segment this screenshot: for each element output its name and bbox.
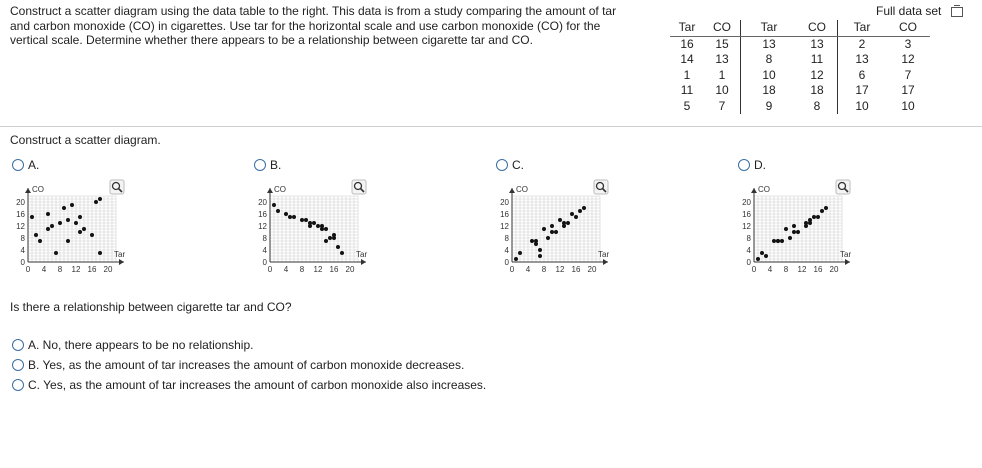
table-cell: 6 [858,67,866,82]
scatter-point [324,239,328,243]
scatter-point [558,218,562,222]
radio-button[interactable] [12,159,24,171]
scatter-point [320,227,324,231]
answer-option-3[interactable] [12,378,486,392]
scatter-point [90,233,94,237]
scatter-point [300,218,304,222]
y-tick-label: 12 [258,222,267,231]
y-axis-label: CO [758,185,770,194]
x-tick-label: 12 [313,265,323,274]
x-tick-label: 0 [25,265,31,274]
radio-button[interactable] [12,339,24,351]
scatter-point [538,248,542,252]
answer-option-1[interactable] [12,338,253,352]
table-cell: 7 [904,67,912,82]
y-tick-label: 16 [742,210,751,219]
x-axis-arrow [119,259,124,265]
x-tick-label: 0 [751,265,757,274]
scatter-point [808,218,812,222]
scatter-point [780,239,784,243]
scatter-point [66,239,70,243]
scatter-point [46,227,50,231]
table-cell: 17 [901,83,915,97]
scatter-option-3[interactable] [496,158,524,172]
scatter-point [38,239,42,243]
y-tick-label: 20 [742,198,751,207]
y-tick-label: 12 [16,222,25,231]
x-tick-label: 16 [813,265,823,274]
x-tick-label: 4 [767,265,773,274]
x-axis-label: Tar [356,250,368,259]
y-tick-label: 8 [262,234,267,243]
y-tick-label: 8 [20,234,25,243]
table-row [670,68,930,84]
y-tick-label: 20 [258,198,267,207]
full-data-set-link[interactable] [876,4,954,18]
option-label: C. [512,158,524,172]
y-tick-label: 12 [742,222,751,231]
scatter-plot-2 [248,176,378,288]
scatter-point [820,209,824,213]
x-tick-label: 8 [783,265,789,274]
x-tick-label: 20 [103,265,113,274]
copy-data-icon[interactable] [951,7,963,17]
table-header-tar: Tar [838,20,887,36]
table-cell: 17 [855,83,869,97]
table-cell: 14 [680,52,694,66]
option-label: A. [28,158,40,172]
table-cell: 18 [797,83,838,99]
answer-option-2[interactable] [12,358,464,372]
y-tick-label: 4 [20,246,25,255]
scatter-point [518,251,522,255]
scatter-point [538,254,542,258]
scatter-point [276,209,280,213]
x-axis-label: Tar [840,250,852,259]
magnifier-zoom-icon[interactable] [836,180,850,194]
x-tick-label: 0 [509,265,515,274]
y-axis-arrow [25,188,31,193]
x-tick-label: 8 [299,265,305,274]
scatter-point [304,218,308,222]
y-axis-arrow [509,188,515,193]
scatter-point [30,215,34,219]
scatter-point [284,212,288,216]
scatter-point [534,242,538,246]
x-axis-label: Tar [114,250,126,259]
y-axis-label: CO [274,185,286,194]
y-tick-label: 0 [504,258,509,267]
data-table [670,20,930,114]
x-tick-label: 0 [267,265,273,274]
full-data-set-label: Full data set [876,4,942,18]
scatter-point [764,254,768,258]
table-cell: 16 [680,36,694,51]
scatter-plot-4 [732,176,862,288]
scatter-point [550,224,554,228]
table-cell: 5 [683,98,691,113]
x-tick-label: 16 [571,265,581,274]
scatter-point [574,215,578,219]
radio-button[interactable] [496,159,508,171]
y-tick-label: 0 [746,258,751,267]
x-tick-label: 12 [555,265,565,274]
radio-button[interactable] [254,159,266,171]
table-header-co: CO [886,20,930,36]
scatter-point [54,251,58,255]
x-axis-label: Tar [598,250,610,259]
x-tick-label: 4 [283,265,289,274]
table-cell: 1 [683,67,691,82]
scatter-point [784,227,788,231]
option-label: B. [270,158,282,172]
scatter-point [804,224,808,228]
y-tick-label: 12 [500,222,509,231]
scatter-point [760,251,764,255]
y-tick-label: 4 [504,246,509,255]
scatter-point [50,224,54,228]
y-tick-label: 4 [262,246,267,255]
x-tick-label: 12 [797,265,807,274]
radio-button[interactable] [738,159,750,171]
scatter-point [756,257,760,261]
y-tick-label: 4 [746,246,751,255]
scatter-point [74,221,78,225]
answer-letter: B. [28,358,43,372]
y-axis-arrow [267,188,273,193]
x-tick-label: 4 [41,265,47,274]
table-cell: 13 [855,52,869,66]
table-row [670,99,930,115]
table-cell: 13 [762,36,776,51]
x-tick-label: 20 [345,265,355,274]
scatter-option-2[interactable] [254,158,281,172]
scatter-point [788,236,792,240]
scatter-point [78,230,82,234]
x-tick-label: 16 [87,265,97,274]
scatter-point [336,245,340,249]
x-tick-label: 8 [57,265,63,274]
scatter-point [332,236,336,240]
scatter-point [776,239,780,243]
scatter-point [308,224,312,228]
scatter-point [546,236,550,240]
problem-statement: Construct a scatter diagram using the data table to the right. This data is from a study comparing the amount of tar and carbon monoxide (CO) in cigarettes. Use tar for the horizontal scale and use carbon monoxide (CO) for the vertical scale. Determine whether there appears to be a relationship between cigarette tar and CO. [10,4,617,47]
y-axis-arrow [751,188,757,193]
question-relationship: Is there a relationship between cigarette tar and CO? [10,300,292,314]
scatter-point [98,197,102,201]
magnifier-zoom-icon[interactable] [594,180,608,194]
table-cell: 13 [797,36,838,52]
answer-letter: A. [28,338,43,352]
x-axis-arrow [845,259,850,265]
scatter-point [66,218,70,222]
table-cell: 12 [797,68,838,84]
table-header-tar: Tar [670,20,704,36]
y-tick-label: 16 [258,210,267,219]
table-cell: 18 [762,83,776,97]
radio-button[interactable] [12,379,24,391]
table-cell: 15 [704,36,741,52]
y-axis-label: CO [516,185,528,194]
table-cell: 3 [904,36,912,51]
scatter-point [554,230,558,234]
table-row [670,52,930,68]
table-cell: 7 [704,99,741,115]
answer-text: No, there appears to be no relationship. [42,338,254,352]
scatter-point [570,212,574,216]
table-row [670,83,930,99]
scatter-point [292,215,296,219]
scatter-point [812,215,816,219]
scatter-point [70,203,74,207]
radio-button[interactable] [12,359,24,371]
table-cell: 1 [704,68,741,84]
table-row [670,36,930,52]
scatter-point [62,206,66,210]
scatter-point [582,206,586,210]
scatter-point [328,236,332,240]
table-cell: 10 [901,98,915,113]
scatter-plot-1 [6,176,136,288]
scatter-point [566,221,570,225]
x-tick-label: 8 [541,265,547,274]
table-cell: 10 [855,98,869,113]
option-label: D. [754,158,766,172]
scatter-point [816,215,820,219]
scatter-point [578,209,582,213]
y-axis-label: CO [32,185,44,194]
scatter-option-1[interactable] [12,158,39,172]
y-tick-label: 16 [500,210,509,219]
table-cell: 2 [858,36,866,51]
table-cell: 10 [704,83,741,99]
x-axis-arrow [361,259,366,265]
table-cell: 13 [704,52,741,68]
table-cell: 8 [797,99,838,115]
table-cell: 9 [765,98,773,113]
table-header-tar: Tar [741,20,798,36]
x-axis-arrow [603,259,608,265]
table-cell: 12 [901,52,915,66]
answer-text: Yes, as the amount of tar increases the amount of carbon monoxide also increases. [43,378,487,392]
scatter-point [288,215,292,219]
scatter-point [94,200,98,204]
scatter-point [58,221,62,225]
table-cell: 8 [765,52,773,66]
scatter-point [772,239,776,243]
scatter-point [792,224,796,228]
scatter-point [312,221,316,225]
table-cell: 10 [762,67,776,82]
scatter-point [530,239,534,243]
scatter-point [562,224,566,228]
x-tick-label: 20 [587,265,597,274]
scatter-option-4[interactable] [738,158,766,172]
table-cell: 11 [680,83,694,97]
x-tick-label: 20 [829,265,839,274]
y-tick-label: 0 [262,258,267,267]
y-tick-label: 20 [500,198,509,207]
scatter-point [796,230,800,234]
scatter-point [824,206,828,210]
x-tick-label: 12 [71,265,81,274]
table-header-co: CO [704,20,741,36]
table-cell: 11 [797,52,838,68]
section-divider [0,126,982,127]
y-tick-label: 8 [504,234,509,243]
y-tick-label: 0 [20,258,25,267]
scatter-point [550,230,554,234]
scatter-point [82,227,86,231]
scatter-point [78,215,82,219]
y-tick-label: 8 [746,234,751,243]
y-tick-label: 16 [16,210,25,219]
scatter-point [316,224,320,228]
scatter-point [324,227,328,231]
answer-text: Yes, as the amount of tar increases the amount of carbon monoxide decreases. [42,358,465,372]
scatter-point [542,227,546,231]
scatter-point [46,212,50,216]
scatter-point [792,230,796,234]
table-header-co: CO [797,20,838,36]
x-tick-label: 16 [329,265,339,274]
scatter-point [98,251,102,255]
scatter-point [272,203,276,207]
scatter-point [340,251,344,255]
y-tick-label: 20 [16,198,25,207]
question-scatter-prompt: Construct a scatter diagram. [10,133,161,147]
magnifier-zoom-icon[interactable] [352,180,366,194]
scatter-point [514,257,518,261]
scatter-plot-3 [490,176,620,288]
answer-letter: C. [28,378,44,392]
x-tick-label: 4 [525,265,531,274]
scatter-point [34,233,38,237]
magnifier-zoom-icon[interactable] [110,180,124,194]
